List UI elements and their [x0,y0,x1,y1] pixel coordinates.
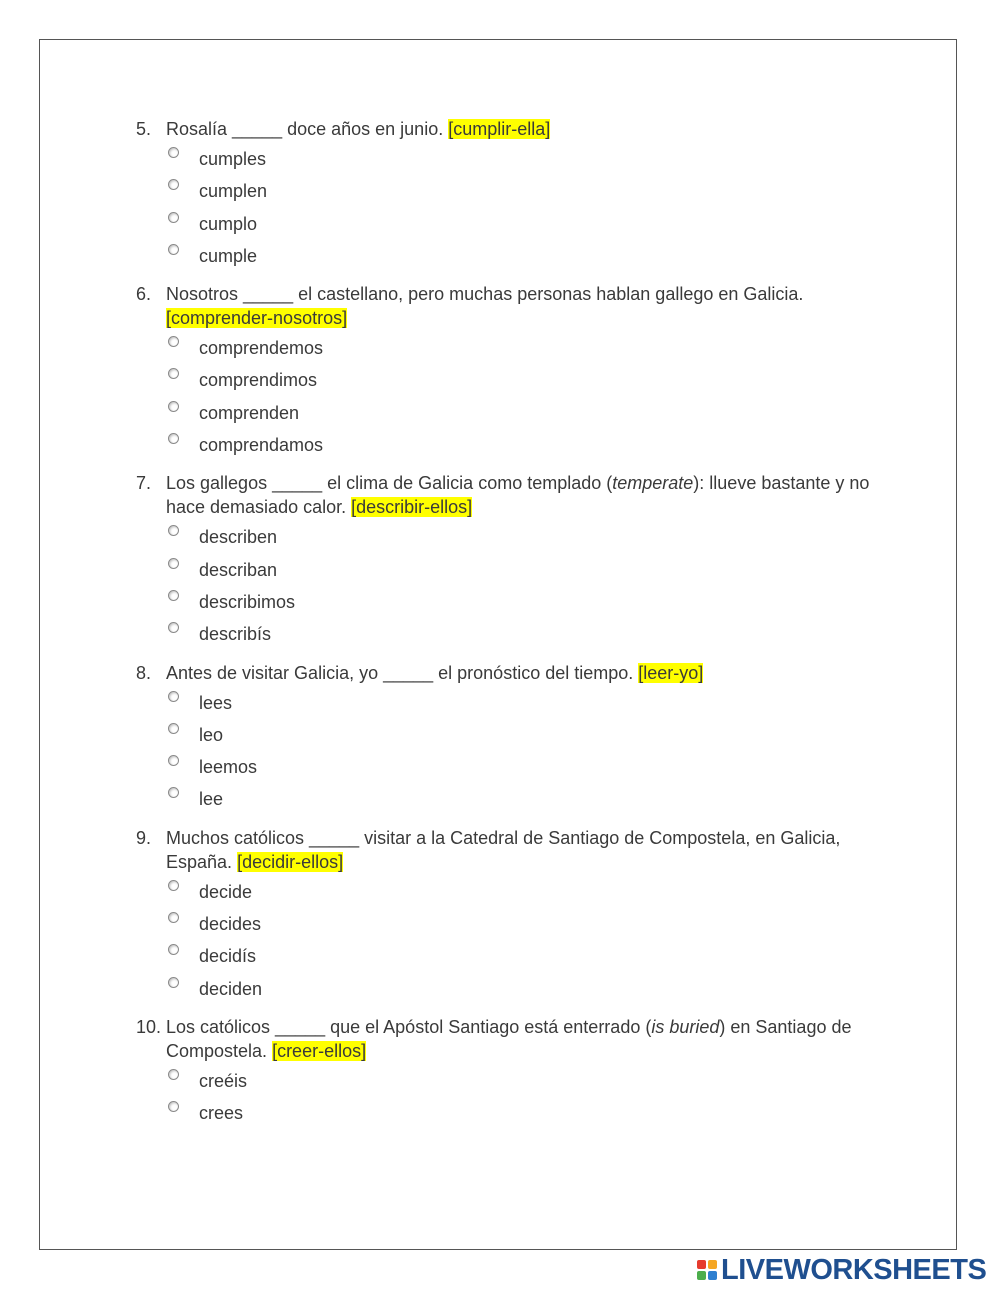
answer-option[interactable] [168,401,876,433]
answer-option[interactable] [168,147,876,179]
answer-option[interactable] [168,787,876,819]
answer-option[interactable] [168,622,876,654]
question-text-part: Rosalía _____ doce años en junio. [166,119,449,139]
answer-option-label[interactable]: cumple [199,245,258,266]
options-list [168,525,876,654]
radio-button[interactable] [168,691,179,702]
brand-text: LIVEWORKSHEETS [721,1253,987,1286]
options-list [168,147,876,276]
answer-option-label[interactable]: describís [199,624,272,645]
question-text-part: Nosotros _____ el castellano, pero muchas personas hablan gallego en Galicia. [166,284,804,305]
verb-hint-tag: [describir-ellos] [351,497,473,518]
answer-option-label[interactable]: comprendamos [199,435,324,456]
answer-option[interactable] [168,525,876,557]
question-text [166,1015,876,1063]
answer-option-label[interactable]: decides [199,914,262,935]
question-header [136,826,876,874]
question-text [166,117,876,141]
answer-option[interactable] [168,590,876,622]
radio-button[interactable] [168,977,179,988]
question-text [166,282,876,330]
answer-option[interactable] [168,755,876,787]
radio-button[interactable] [168,179,179,190]
answer-option-label[interactable]: deciden [199,978,263,999]
radio-button[interactable] [168,401,179,412]
radio-button[interactable] [168,212,179,223]
answer-option[interactable] [168,977,876,1009]
answer-option-label[interactable]: comprendimos [199,370,318,391]
answer-option-label[interactable]: leo [199,724,224,745]
question-number: 5. [136,119,152,139]
radio-button[interactable] [168,336,179,347]
question-text [166,661,876,685]
radio-button[interactable] [168,755,179,766]
verb-hint-tag: [leer-yo] [638,662,704,683]
question-number: 6. [136,284,152,305]
answer-option[interactable] [168,723,876,755]
answer-option-label[interactable]: describan [199,559,278,580]
radio-button[interactable] [168,558,179,569]
answer-option-label[interactable]: cumplo [199,213,258,234]
question-number: 9. [136,827,152,848]
radio-button[interactable] [168,787,179,798]
answer-option[interactable] [168,944,876,976]
question-text-italic: temperate [612,473,694,494]
answer-option[interactable] [168,336,876,368]
radio-button[interactable] [168,622,179,633]
options-list [168,880,876,1009]
logo-square [697,1260,706,1269]
options-list [168,691,876,820]
answer-option-label[interactable]: decide [199,881,253,902]
answer-option[interactable] [168,880,876,912]
verb-hint-tag: [decidir-ellos] [237,851,344,872]
radio-button[interactable] [168,147,179,158]
answer-option[interactable] [168,433,876,465]
radio-button[interactable] [168,880,179,891]
answer-option-label[interactable]: creéis [199,1070,248,1091]
radio-button[interactable] [168,368,179,379]
answer-option[interactable] [168,912,876,944]
question-number: 7. [136,473,152,494]
answer-option[interactable] [168,179,876,211]
question [136,471,876,654]
question-text [166,471,876,519]
answer-option-label[interactable]: lees [199,692,233,713]
radio-button[interactable] [168,590,179,601]
question-header [136,117,876,141]
radio-button[interactable] [168,1069,179,1080]
question-number: 8. [136,662,152,683]
logo-square [697,1271,706,1280]
question-header [136,661,876,685]
question [136,826,876,1009]
radio-button[interactable] [168,244,179,255]
logo-square [708,1260,717,1269]
question-text [166,826,876,874]
logo-square [708,1271,717,1280]
answer-option-label[interactable]: describen [199,527,278,548]
radio-button[interactable] [168,912,179,923]
answer-option[interactable] [168,244,876,276]
answer-option[interactable] [168,368,876,400]
question-text-part: Antes de visitar Galicia, yo _____ el pronóstico del tiempo. [166,662,639,683]
radio-button[interactable] [168,525,179,536]
answer-option[interactable] [168,1069,876,1101]
options-list [168,336,876,465]
question-text-part: Los católicos _____ que el Apóstol Santiago está enterrado ( [166,1016,652,1037]
question-text-part: Muchos católicos _____ visitar a la Catedral de Santiago de Compostela, en Galicia, España. [166,827,841,872]
answer-option[interactable] [168,212,876,244]
liveworksheets-logo [697,1254,986,1286]
radio-button[interactable] [168,723,179,734]
question [136,661,876,820]
answer-option-label[interactable]: lee [199,789,224,810]
question-text-part: Los gallegos _____ el clima de Galicia como templado ( [166,473,613,494]
radio-button[interactable] [168,433,179,444]
verb-hint-tag: [cumplir-ella] [448,119,551,139]
answer-option[interactable] [168,558,876,590]
answer-option-label[interactable]: decidís [199,946,257,967]
questions-list [136,117,876,1140]
question-text-part: ) en Santiago de Compostela. [166,1016,852,1061]
liveworksheets-icon [697,1260,717,1280]
question [136,1015,876,1134]
radio-button[interactable] [168,944,179,955]
verb-hint-tag: [creer-ellos] [272,1040,367,1061]
options-list [168,1069,876,1134]
answer-option-label[interactable]: comprenden [199,402,300,423]
question-text-italic: is buried [651,1016,720,1037]
question [136,282,876,465]
question-number: 10. [136,1016,162,1037]
answer-option-label[interactable]: crees [199,1103,244,1124]
answer-option-label[interactable]: cumples [199,149,267,169]
question-header [136,282,876,330]
question-text-part: ): llueve bastante y no hace demasiado calor. [166,473,870,518]
verb-hint-tag: [comprender-nosotros] [166,308,348,329]
answer-option[interactable] [168,691,876,723]
answer-option-label[interactable]: leemos [199,757,258,778]
question [136,117,876,276]
answer-option[interactable] [168,1101,876,1133]
question-header [136,1015,876,1063]
answer-option-label[interactable]: cumplen [199,181,268,202]
question-header [136,471,876,519]
answer-option-label[interactable]: describimos [199,591,296,612]
radio-button[interactable] [168,1101,179,1112]
answer-option-label[interactable]: comprendemos [199,338,324,359]
